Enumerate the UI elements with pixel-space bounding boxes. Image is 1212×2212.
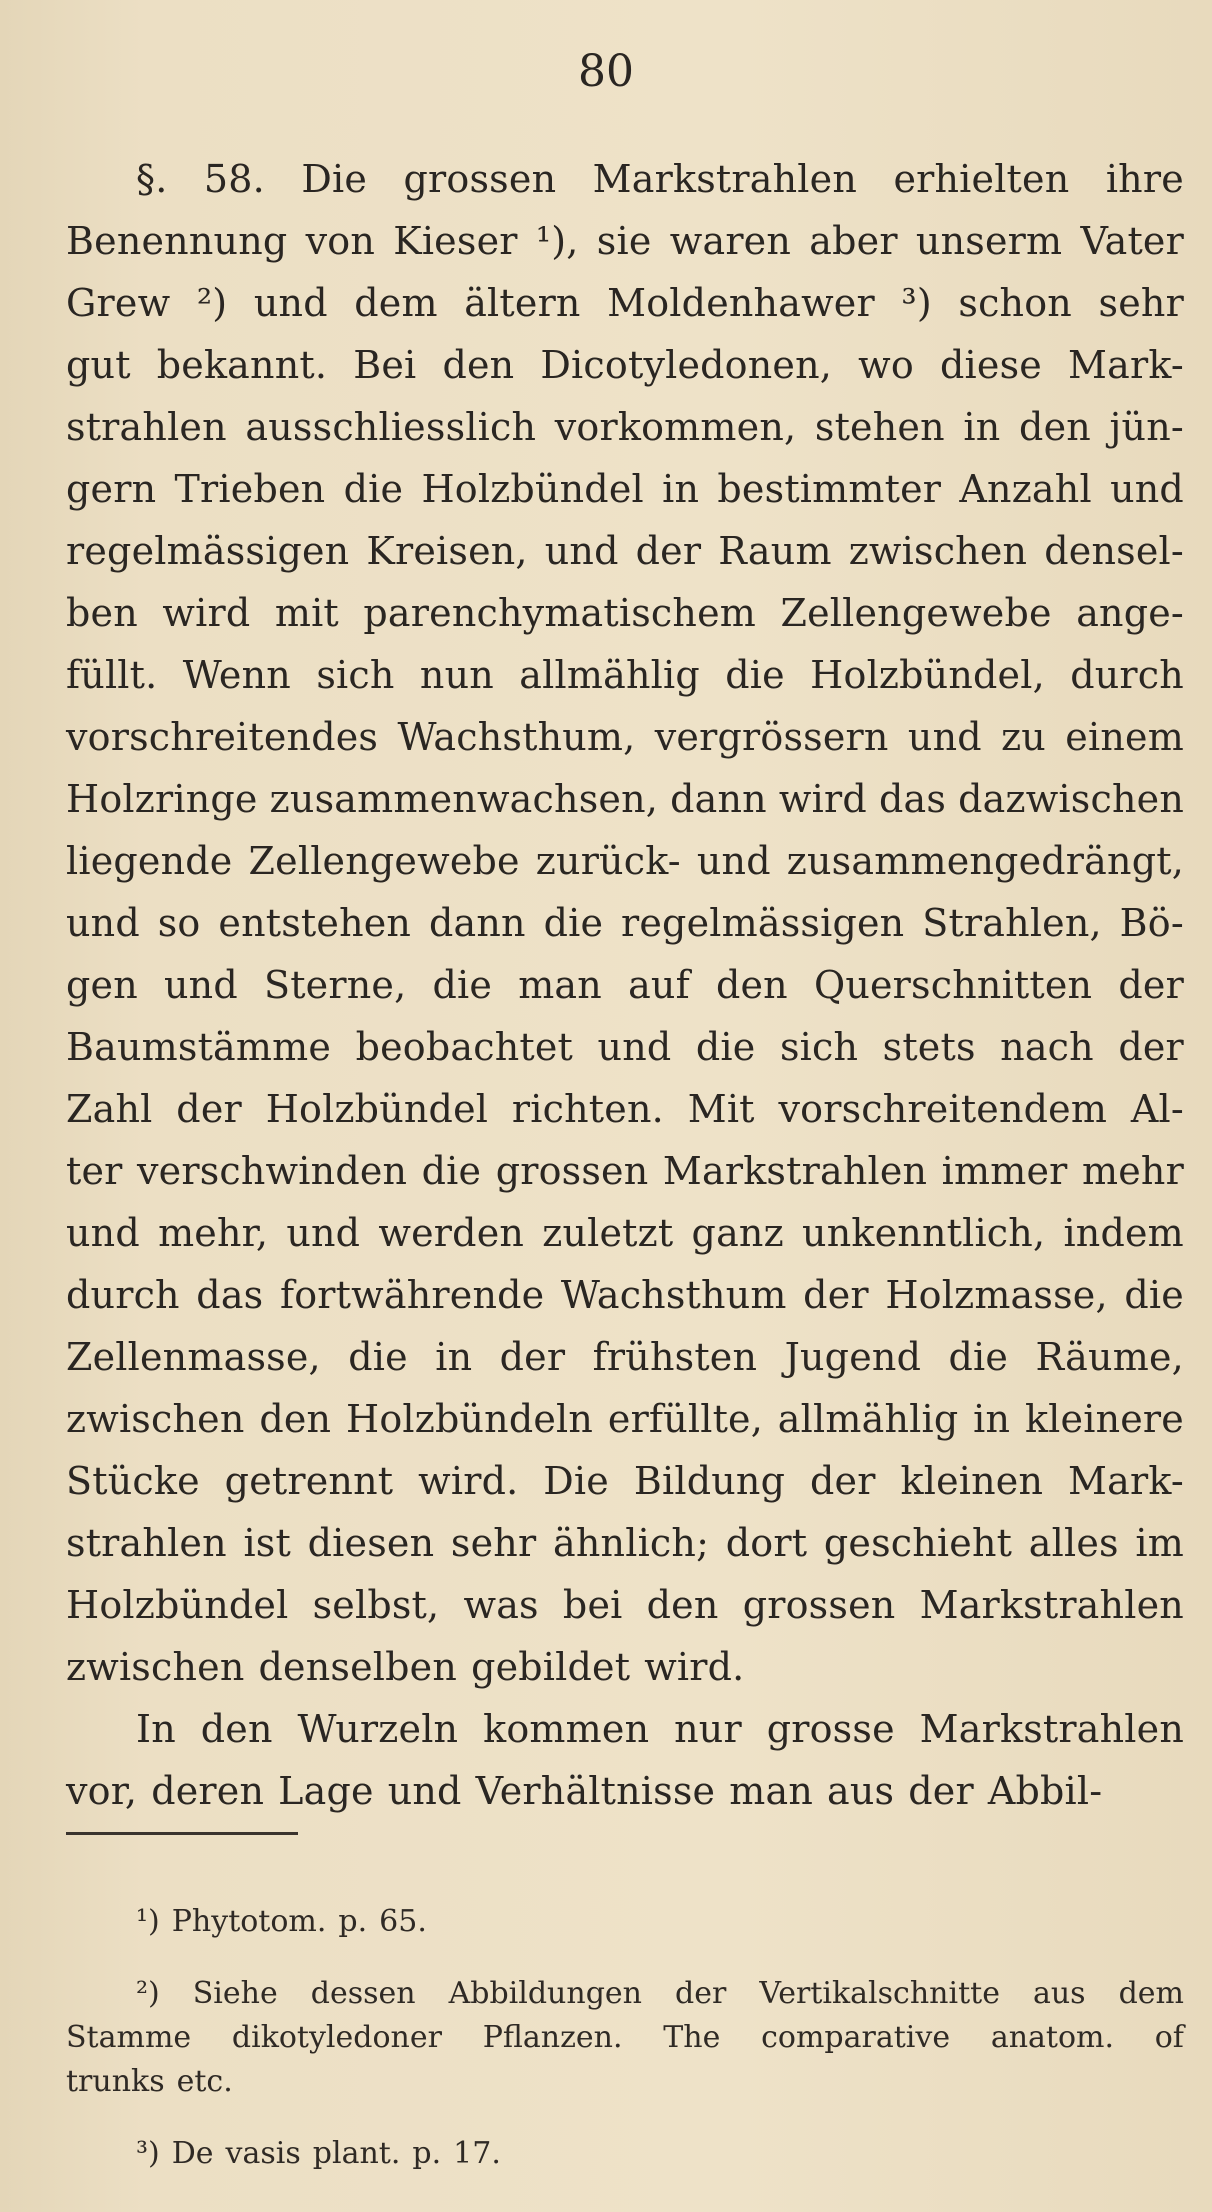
text-line: regelmässigen Kreisen, und der Raum zwischen densel-	[66, 529, 1184, 573]
text-line: gern Trieben die Holzbündel in bestimmter Anzahl und	[66, 467, 1184, 511]
main-text-block	[66, 148, 1184, 1822]
text-line: durch das fortwährende Wachsthum der Holzmasse, die	[66, 1273, 1184, 1317]
text-line: strahlen ausschliesslich vorkommen, stehen in den jün-	[66, 405, 1184, 449]
text-line: gen und Sterne, die man auf den Querschnitten der	[66, 963, 1184, 1007]
footnote-spacer	[66, 1944, 1184, 1972]
text-line: vorschreitendes Wachsthum, vergrössern und zu einem	[66, 715, 1184, 759]
text-line: In den Wurzeln kommen nur grosse Markstrahlen	[136, 1707, 1184, 1751]
text-line: Grew ²) und dem ältern Moldenhawer ³) schon sehr	[66, 281, 1184, 325]
footnote-line: trunks etc.	[66, 2064, 233, 2099]
footnote-line: ¹) Phytotom. p. 65.	[136, 1904, 427, 1939]
text-line: strahlen ist diesen sehr ähnlich; dort geschieht alles im	[66, 1521, 1184, 1565]
text-line: Benennung von Kieser ¹), sie waren aber unserm Vater	[66, 219, 1184, 263]
footnotes-block	[66, 1900, 1184, 2176]
text-line: ter verschwinden die grossen Markstrahlen immer mehr	[66, 1149, 1184, 1193]
footnote-line: ³) De vasis plant. p. 17.	[136, 2136, 501, 2171]
footnote-line: Stamme dikotyledoner Pflanzen. The comparative anatom. of	[66, 2020, 1184, 2055]
text-line: Holzbündel selbst, was bei den grossen Markstrahlen	[66, 1583, 1184, 1627]
text-line: Baumstämme beobachtet und die sich stets nach der	[66, 1025, 1184, 1069]
footnote-divider	[66, 1832, 298, 1835]
page-number: 80	[578, 46, 634, 97]
text-line: Holzringe zusammenwachsen, dann wird das dazwischen	[66, 777, 1184, 821]
text-line: Stücke getrennt wird. Die Bildung der kleinen Mark-	[66, 1459, 1184, 1503]
text-line: Zellenmasse, die in der frühsten Jugend die Räume,	[66, 1335, 1184, 1379]
text-line: §. 58. Die grossen Markstrahlen erhielten ihre	[136, 157, 1184, 201]
text-line: und so entstehen dann die regelmässigen Strahlen, Bö-	[66, 901, 1184, 945]
text-line: füllt. Wenn sich nun allmählig die Holzbündel, durch	[66, 653, 1184, 697]
text-line: zwischen denselben gebildet wird.	[66, 1645, 745, 1689]
text-line: vor, deren Lage und Verhältnisse man aus der Abbil-	[66, 1769, 1103, 1813]
footnote-line: ²) Siehe dessen Abbildungen der Vertikalschnitte aus dem	[136, 1976, 1184, 2011]
text-line: liegende Zellengewebe zurück- und zusammengedrängt,	[66, 839, 1184, 883]
text-line: Zahl der Holzbündel richten. Mit vorschreitendem Al-	[66, 1087, 1184, 1131]
text-line: zwischen den Holzbündeln erfüllte, allmählig in kleinere	[66, 1397, 1184, 1441]
text-line: ben wird mit parenchymatischem Zellengewebe ange-	[66, 591, 1184, 635]
text-line: und mehr, und werden zuletzt ganz unkenntlich, indem	[66, 1211, 1184, 1255]
footnote-spacer	[66, 2104, 1184, 2132]
text-line: gut bekannt. Bei den Dicotyledonen, wo diese Mark-	[66, 343, 1184, 387]
